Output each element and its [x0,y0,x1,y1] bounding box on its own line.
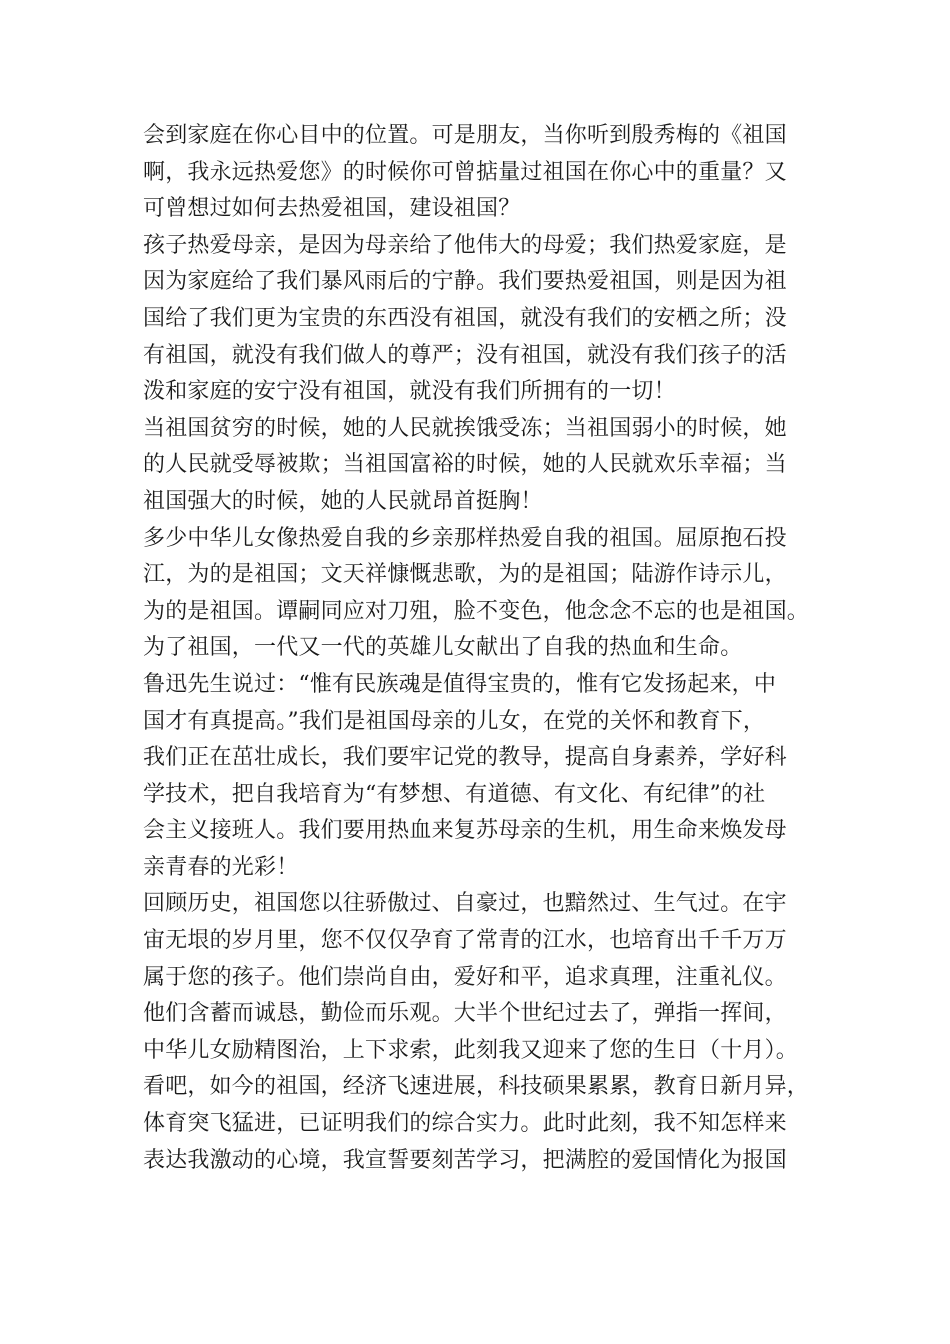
text-line: 的人民就受辱被欺；当祖国富裕的时候，她的人民就欢乐幸福；当 [143,452,787,478]
text-line: 因为家庭给了我们暴风雨后的宁静。我们要热爱祖国，则是因为祖 [143,269,787,295]
text-line: 国给了我们更为宝贵的东西没有祖国，就没有我们的安栖之所；没 [143,305,787,331]
text-line: 江，为的是祖国；文天祥慷慨悲歌，为的是祖国；陆游作诗示儿， [143,562,787,588]
text-line: 鲁迅先生说过：“惟有民族魂是值得宝贵的，惟有它发扬起来，中 [143,671,777,697]
text-line: 回顾历史，祖国您以往骄傲过、自豪过，也黯然过、生气过。在宇 [143,891,787,917]
text-line: 体育突飞猛进，已证明我们的综合实力。此时此刻，我不知怎样来 [143,1111,787,1137]
text-line: 祖国强大的时候，她的人民就昂首挺胸！ [143,488,543,514]
text-line: 学技术，把自我培育为“有梦想、有道德、有文化、有纪律”的社 [143,781,766,807]
text-line: 中华儿女励精图治，上下求索，此刻我又迎来了您的生日（十月）。 [143,1037,799,1063]
document-body [143,118,833,1179]
text-line: 可曾想过如何去热爱祖国，建设祖国？ [143,196,521,222]
text-line: 当祖国贫穷的时候，她的人民就挨饿受冻；当祖国弱小的时候，她 [143,415,787,441]
text-line: 我们正在茁壮成长，我们要牢记党的教导，提高自身素养，学好科 [143,745,787,771]
text-line: 为了祖国，一代又一代的英雄儿女献出了自我的热血和生命。 [143,635,743,661]
text-line: 看吧，如今的祖国，经济飞速进展，科技硕果累累，教育日新月异， [143,1074,810,1100]
text-line: 啊，我永远热爱您》的时候你可曾掂量过祖国在你心中的重量？又 [143,159,787,185]
text-line: 会到家庭在你心目中的位置。可是朋友，当你听到殷秀梅的《祖国 [143,123,787,148]
text-line: 会主义接班人。我们要用热血来复苏母亲的生机，用生命来焕发母 [143,818,787,844]
text-line: 为的是祖国。谭嗣同应对刀殂，脸不变色，他念念不忘的也是祖国。 [143,598,810,624]
text-line: 他们含蓄而诚恳，勤俭而乐观。大半个世纪过去了，弹指一挥间， [143,1001,787,1027]
text-line: 表达我激动的心境，我宣誓要刻苦学习，把满腔的爱国情化为报国 [143,1147,787,1173]
text-line: 孩子热爱母亲，是因为母亲给了他伟大的母爱；我们热爱家庭，是 [143,232,787,258]
text-line: 泼和家庭的安宁没有祖国，就没有我们所拥有的一切！ [143,379,676,405]
text-line: 属于您的孩子。他们崇尚自由，爱好和平，追求真理，注重礼仪。 [143,964,787,990]
text-line: 亲青春的光彩！ [143,854,299,880]
text-line: 多少中华儿女像热爱自我的乡亲那样热爱自我的祖国。屈原抱石投 [143,525,787,551]
text-line: 宙无垠的岁月里，您不仅仅孕育了常青的江水，也培育出千千万万 [143,928,787,954]
text-line: 国才有真提高。”我们是祖国母亲的儿女，在党的关怀和教育下， [143,708,766,734]
text-line: 有祖国，就没有我们做人的尊严；没有祖国，就没有我们孩子的活 [143,342,787,368]
